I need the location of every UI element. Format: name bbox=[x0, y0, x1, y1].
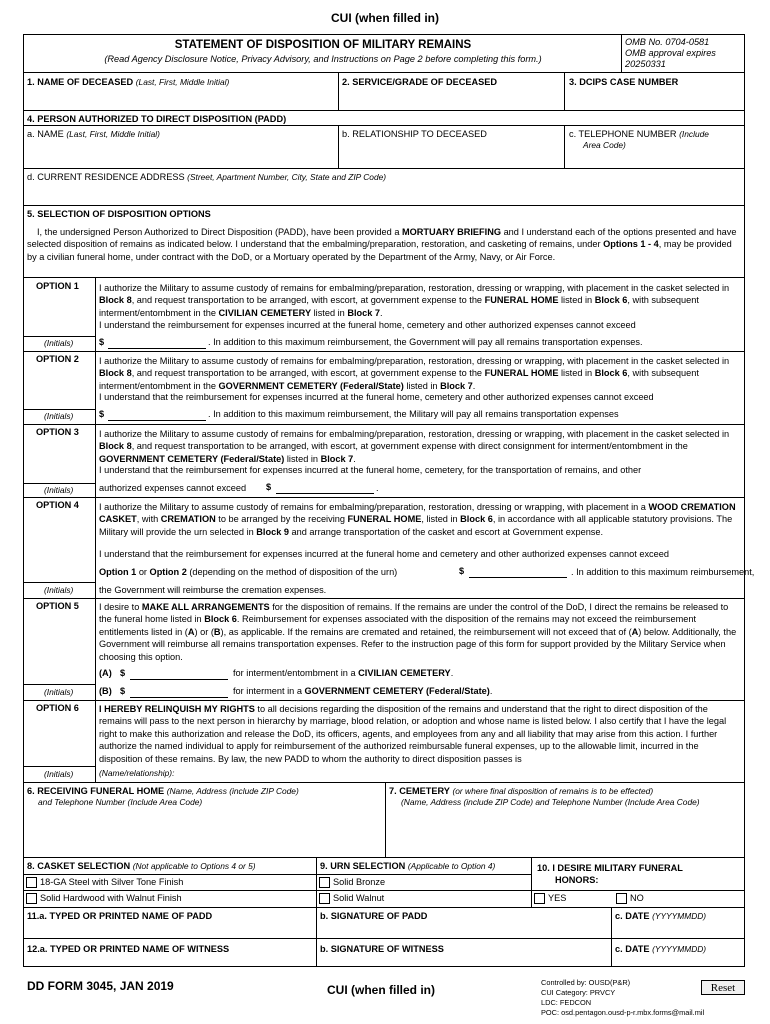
block10-label: 10. I DESIRE MILITARY FUNERAL bbox=[537, 863, 683, 873]
option2-initials-input[interactable] bbox=[24, 410, 94, 422]
casket-steel-label: 18-GA Steel with Silver Tone Finish bbox=[40, 877, 184, 887]
option4-line4: the Government will reimburse the cremation expenses. bbox=[99, 585, 327, 595]
block10-label-2: HONORS: bbox=[555, 875, 599, 885]
omb-approval: OMB approval expires bbox=[625, 48, 716, 58]
block5-intro: I, the undersigned Person Authorized to Direct Disposition (PADD), have been provided a MORTUARY BRIEFING and I understand each of the options presented and have selected disposition of remains as indicated below. I understand that the embalming/preparation, restoration, and casketing of remains, under Options 1 - 4, may be provided by a civilian funeral home, under contract with the DoD, or a Mortuary operated by the Department of the Army, Navy, or Air Force. bbox=[27, 227, 737, 262]
block4-label: 4. PERSON AUTHORIZED TO DIRECT DISPOSITION (PADD) bbox=[27, 114, 287, 124]
block8-label: 8. CASKET SELECTION (Not applicable to Options 4 or 5) bbox=[27, 861, 256, 871]
cemetery-input[interactable] bbox=[386, 811, 744, 856]
option6-name-relationship: (Name/relationship): bbox=[99, 768, 175, 778]
block1-label: 1. NAME OF DECEASED (Last, First, Middle Initial) bbox=[27, 77, 230, 87]
option3-initials-input[interactable] bbox=[24, 484, 94, 496]
padd-signature-field[interactable] bbox=[317, 922, 610, 936]
casket-hardwood-checkbox[interactable] bbox=[26, 893, 37, 904]
witness-signature-field[interactable] bbox=[317, 954, 610, 966]
cui-category: CUI Category: PRVCY bbox=[541, 988, 616, 997]
option5-initials-label: (Initials) bbox=[44, 687, 74, 697]
option3-limit-line3: authorized expenses cannot exceed bbox=[99, 483, 247, 493]
option5-text: I desire to MAKE ALL ARRANGEMENTS for the disposition of remains. If the remains are under the control of the DoD, I direct the remains be released to the funeral home listed in Block 6. Reimbursement for expenses associated with the disposition of the remains may not exceed the reimbursement entitlements listed in (A) or (B), as applicable. If the remains are cremated and retained, the reimbursement will not exceed that of (A) below. Additionally, the Government will reimburse all remains transportation expenses. Refer to the instruction page of this form for support provided by the Military Service when choosing this option. bbox=[99, 602, 737, 662]
option5-initials-input[interactable] bbox=[24, 685, 94, 697]
option6-label: OPTION 6 bbox=[36, 703, 79, 713]
option6-text: I HEREBY RELINQUISH MY RIGHTS to all decisions regarding the disposition of the remains and understand that the right to direct disposition of the remains will pass to the next person in hierarchy by marriage, blood relation, or adoption and whose name is listed below. I also certify that I have the legal right to make this authorization and release the DoD, its officers, agents, and employees from any and all liability that may arise from this action. I further authorize the named individual to apply for reimbursement of the authorized reimbursable funeral expenses, up to the allowable limit, incurred in the disposition of these remains. By law, the new PADD to whom the authority to direct disposition passes is bbox=[99, 704, 727, 764]
option4-text: I authorize the Military to assume custody of remains for embalming/preparation, restoration, dressing or wrapping, with placement in a WOOD CREMATION CASKET, with CREMATION to be arranged by the receiving FUNERAL HOME, listed in Block 6, in accordance with all applicable statutory provisions. The Military will provide the urn selected in Block 9 and arrange transportation of the casket and escort at Government expense. bbox=[99, 502, 736, 537]
block5-label: 5. SELECTION OF DISPOSITION OPTIONS bbox=[27, 209, 211, 219]
option4-dollar: $ bbox=[459, 566, 465, 576]
block4a-label: a. NAME (Last, First, Middle Initial) bbox=[27, 129, 160, 139]
block12b-label: b. SIGNATURE OF WITNESS bbox=[320, 944, 444, 954]
option4-initials-label: (Initials) bbox=[44, 585, 74, 595]
reset-button[interactable]: Reset bbox=[701, 980, 745, 995]
cui-banner-bottom: CUI (when filled in) bbox=[327, 983, 435, 997]
option4-amount-input[interactable] bbox=[469, 566, 567, 578]
option2-dollar: $ bbox=[99, 409, 105, 419]
option5-b-dollar: $ bbox=[120, 686, 126, 696]
option2-text: I authorize the Military to assume custody of remains for embalming/preparation, restoration, dressing or wrapping, with placement in the casket selected in Block 8, and request transportation to be arranged, with escort, at government expense to the FUNERAL HOME listed in Block 6, with subsequent interment/entombment in the GOVERNMENT CEMETERY (Federal/State) listed in Block 7. bbox=[99, 356, 730, 391]
honors-no-label: NO bbox=[630, 893, 644, 903]
omb-number: OMB No. 0704-0581 bbox=[625, 37, 710, 47]
poc-email: POC: osd.pentagon.ousd-p-r.mbx.forms@mail.mil bbox=[541, 1008, 705, 1017]
telephone-input[interactable] bbox=[565, 154, 744, 168]
block3-label: 3. DCIPS CASE NUMBER bbox=[569, 77, 679, 87]
padd-printed-name-input[interactable] bbox=[24, 922, 315, 936]
option5-label: OPTION 5 bbox=[36, 601, 79, 611]
cui-banner-top: CUI (when filled in) bbox=[331, 11, 439, 25]
block4c-label: c. TELEPHONE NUMBER (Include bbox=[569, 129, 709, 139]
block4d-label: d. CURRENT RESIDENCE ADDRESS (Street, Apartment Number, City, State and ZIP Code) bbox=[27, 172, 387, 182]
casket-steel-checkbox[interactable] bbox=[26, 877, 37, 888]
block7-hint: (Name, Address (include ZIP Code) and Telephone Number (Include Area Code) bbox=[401, 797, 700, 807]
option1-initials-label: (Initials) bbox=[44, 338, 74, 348]
option5-a-amount-input[interactable] bbox=[130, 668, 228, 680]
form-title: STATEMENT OF DISPOSITION OF MILITARY REMAINS bbox=[174, 39, 472, 51]
option3-initials-label: (Initials) bbox=[44, 485, 74, 495]
option1-label: OPTION 1 bbox=[36, 281, 79, 291]
deceased-name-input[interactable] bbox=[24, 89, 337, 110]
option1-limit-text: I understand the reimbursement for expenses incurred at the funeral home, cemetery and other authorized expenses cannot exceed bbox=[99, 320, 636, 330]
block9-label: 9. URN SELECTION (Applicable to Option 4) bbox=[320, 861, 496, 871]
option5-a-text: for interment/entombment in a CIVILIAN CEMETERY. bbox=[233, 668, 454, 678]
honors-no-checkbox[interactable] bbox=[616, 893, 627, 904]
option5-a-dollar: $ bbox=[120, 668, 126, 678]
option5-b-text: for interment in a GOVERNMENT CEMETERY (Federal/State). bbox=[233, 686, 493, 696]
block4c-hint: Area Code) bbox=[583, 140, 626, 150]
option3-amount-input[interactable] bbox=[276, 482, 374, 494]
block2-label: 2. SERVICE/GRADE OF DECEASED bbox=[342, 77, 498, 87]
block11b-label: b. SIGNATURE OF PADD bbox=[320, 911, 428, 921]
funeral-home-input[interactable] bbox=[24, 811, 384, 856]
option3-text: I authorize the Military to assume custody of remains for embalming/preparation, restoration, dressing or wrapping, with placement in the casket selected in Block 8, and request transportation to be arranged, with escort, at government expense with direct consignment for interment/entombment in the GOVERNMENT CEMETERY (Federal/State) listed in Block 7. bbox=[99, 429, 730, 464]
option5-b-line: (B) bbox=[99, 686, 112, 696]
option2-label: OPTION 2 bbox=[36, 354, 79, 364]
option2-tail: . In addition to this maximum reimbursement, the Military will pay all remains transportation expenses bbox=[208, 409, 619, 419]
block7-label: 7. CEMETERY (or where final disposition of remains is to be effected) bbox=[389, 786, 654, 796]
option6-initials-label: (Initials) bbox=[44, 769, 74, 779]
new-padd-input[interactable] bbox=[180, 767, 740, 779]
urn-bronze-label: Solid Bronze bbox=[333, 877, 386, 887]
block12c-label: c. DATE (YYYYMMDD) bbox=[615, 944, 707, 954]
option3-dollar: $ bbox=[266, 482, 272, 492]
block4b-label: b. RELATIONSHIP TO DECEASED bbox=[342, 129, 487, 139]
honors-yes-checkbox[interactable] bbox=[534, 893, 545, 904]
urn-bronze-checkbox[interactable] bbox=[319, 877, 330, 888]
option2-amount-input[interactable] bbox=[108, 409, 206, 421]
option4-initials-input[interactable] bbox=[24, 583, 94, 595]
option4-tail: . In addition to this maximum reimbursement, bbox=[571, 567, 755, 577]
option3-tail: . bbox=[376, 483, 379, 493]
relationship-input[interactable] bbox=[339, 142, 563, 168]
urn-walnut-checkbox[interactable] bbox=[319, 893, 330, 904]
option2-limit-text: I understand that the reimbursement for expenses incurred at the funeral home, cemetery and other authorized expenses cannot exceed bbox=[99, 392, 654, 402]
block11a-label: 11.a. TYPED OR PRINTED NAME OF PADD bbox=[27, 911, 213, 921]
witness-printed-name-input[interactable] bbox=[24, 954, 315, 966]
ldc: LDC: FEDCON bbox=[541, 998, 592, 1007]
witness-date-input[interactable] bbox=[612, 954, 744, 966]
option1-amount-input[interactable] bbox=[108, 337, 206, 349]
option5-b-amount-input[interactable] bbox=[130, 686, 228, 698]
option1-text: I authorize the Military to assume custody of remains for embalming/preparation, restoration, dressing or wrapping, with placement in the casket selected in Block 8, and request transportation to be arranged, with escort, at government expense to the FUNERAL HOME listed in Block 6, with subsequent interment/entombment in the CIVILIAN CEMETERY listed in Block 7. bbox=[99, 283, 730, 318]
option4-option-choice: Option 1 or Option 2 (depending on the method of disposition of the urn) bbox=[99, 567, 398, 577]
option5-a-line: (A) bbox=[99, 668, 112, 678]
option6-initials-input[interactable] bbox=[24, 767, 94, 779]
option1-initials-input[interactable] bbox=[24, 337, 94, 349]
option4-limit-text: I understand that the reimbursement for expenses incurred at the funeral home and cemetery and other authorized expenses cannot exceed bbox=[99, 549, 669, 559]
option4-label: OPTION 4 bbox=[36, 500, 79, 510]
form-number: DD FORM 3045, JAN 2019 bbox=[27, 979, 174, 993]
residence-address-input[interactable] bbox=[24, 184, 744, 205]
service-grade-input[interactable] bbox=[339, 89, 563, 110]
controlled-by: Controlled by: OUSD(P&R) bbox=[541, 978, 631, 987]
honors-yes-label: YES bbox=[548, 893, 567, 903]
omb-expiry: 20250331 bbox=[625, 59, 666, 69]
dcips-case-input[interactable] bbox=[565, 89, 744, 110]
option3-label: OPTION 3 bbox=[36, 427, 79, 437]
casket-hardwood-label: Solid Hardwood with Walnut Finish bbox=[40, 893, 182, 903]
option1-tail: . In addition to this maximum reimbursement, the Government will pay all remains transportation expenses. bbox=[208, 337, 643, 347]
padd-name-input[interactable] bbox=[24, 142, 337, 168]
block12a-label: 12.a. TYPED OR PRINTED NAME OF WITNESS bbox=[27, 944, 230, 954]
option3-limit-text: I understand that the reimbursement for expenses incurred at the funeral home, cemetery, for the transportation of remains, and other bbox=[99, 465, 642, 475]
block11c-label: c. DATE (YYYYMMDD) bbox=[615, 911, 707, 921]
block6-label: 6. RECEIVING FUNERAL HOME (Name, Address (include ZIP Code) bbox=[27, 786, 299, 796]
form-subtitle: (Read Agency Disclosure Notice, Privacy Advisory, and Instructions on Page 2 before completing this form.) bbox=[104, 54, 542, 64]
option2-initials-label: (Initials) bbox=[44, 411, 74, 421]
padd-date-input[interactable] bbox=[612, 922, 744, 936]
urn-walnut-label: Solid Walnut bbox=[333, 893, 385, 903]
option1-dollar: $ bbox=[99, 337, 105, 347]
block6-hint: and Telephone Number (Include Area Code) bbox=[38, 797, 203, 807]
